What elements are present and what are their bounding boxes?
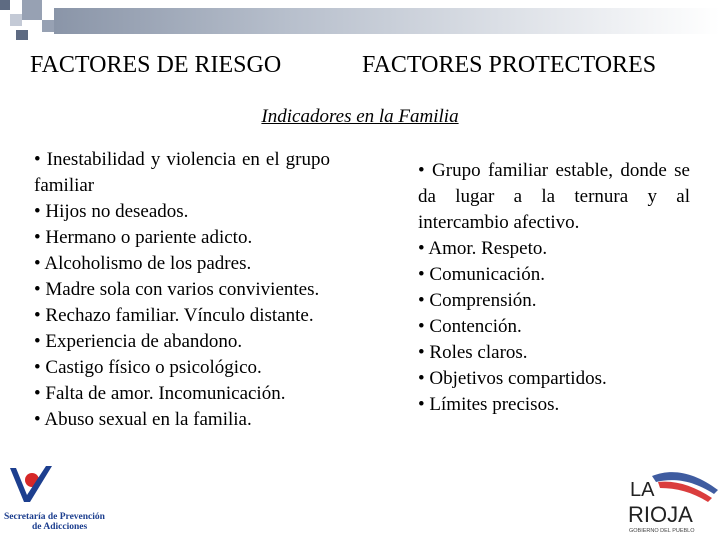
logo-left-line1: Secretaría de Prevención <box>4 512 105 522</box>
list-item: • Amor. Respeto. <box>418 238 548 259</box>
list-item: • Madre sola con varios convivientes. <box>34 279 320 300</box>
list-item: • Inestabilidad y violencia en el grupo familiar <box>34 149 330 196</box>
logo-right-tagline: GOBIERNO DEL PUEBLO <box>629 528 695 534</box>
list-item: • Experiencia de abandono. <box>34 331 243 352</box>
protective-factors-title: FACTORES PROTECTORES <box>362 52 657 78</box>
list-item: • Grupo familiar estable, donde se da lugar a la ternura y al intercambio afectivo. <box>418 160 690 233</box>
secretaria-prevencion-logo <box>2 462 152 536</box>
risk-factors-list <box>34 147 330 433</box>
subtitle-text: Indicadores en la Familia <box>261 106 459 127</box>
list-item: • Abuso sexual en la familia. <box>34 409 252 430</box>
list-item: • Contención. <box>418 316 522 337</box>
list-item: • Comprensión. <box>418 290 537 311</box>
header-gradient-bar <box>54 8 720 34</box>
list-item: • Límites precisos. <box>418 394 560 415</box>
list-item: • Comunicación. <box>418 264 545 285</box>
logo-right-word2: RIOJA <box>628 502 693 527</box>
risk-factors-title: FACTORES DE RIESGO <box>30 52 282 78</box>
list-item: • Hermano o pariente adicto. <box>34 227 253 248</box>
list-item: • Rechazo familiar. Vínculo distante. <box>34 305 314 326</box>
list-item: • Alcoholismo de los padres. <box>34 253 252 274</box>
logo-left-line2: de Adicciones <box>32 522 88 532</box>
protective-factors-list <box>418 158 690 418</box>
list-item: • Falta de amor. Incomunicación. <box>34 383 286 404</box>
list-item: • Objetivos compartidos. <box>418 368 607 389</box>
list-item: • Castigo físico o psicológico. <box>34 357 262 378</box>
list-item: • Hijos no deseados. <box>34 201 189 222</box>
logo-right-word1: LA <box>630 479 655 501</box>
section-subtitle <box>0 106 720 128</box>
la-rioja-logo <box>624 460 720 536</box>
list-item: • Roles claros. <box>418 342 528 363</box>
